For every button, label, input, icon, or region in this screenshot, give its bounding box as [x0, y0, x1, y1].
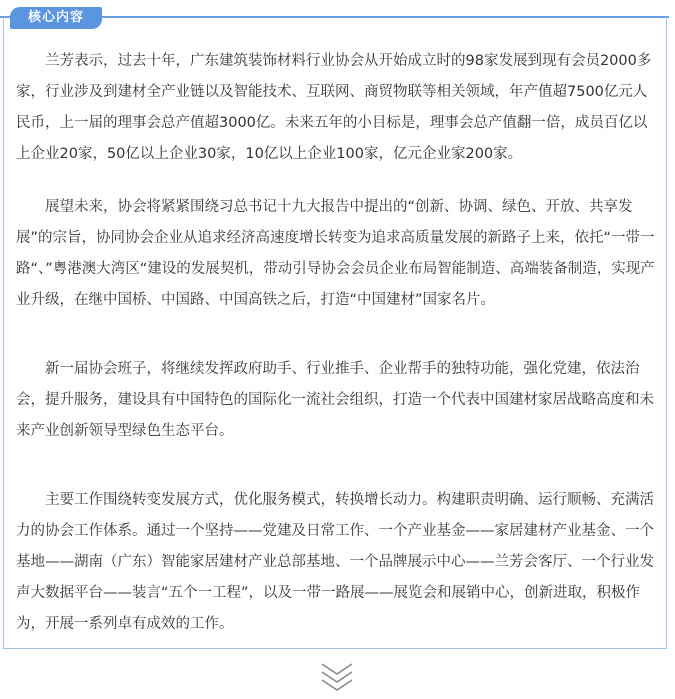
- paragraph-3: 新一届协会班子，将继续发挥政府助手、行业推手、企业帮手的独特功能，强化党建，依法治会，提升服务，建设具有中国特色的国际化一流社会组织，打造一个代表中国建材家居战略高度和未来产业创新领导型绿色生态平台。: [16, 361, 654, 439]
- double-chevron-down-icon: [319, 660, 355, 692]
- section-tag: 核心内容: [10, 7, 102, 29]
- paragraph-4: 主要工作围绕转变发展方式，优化服务模式，转换增长动力。构建职责明确、运行顺畅、充满活力的协会工作体系。通过一个坚持——党建及日常工作、一个产业基金——家居建材产业基金、一个基地——湖南（广东）智能家居建材产业总部基地、一个品牌展示中心——兰芳会客厅、一个行业发声大数据平台——装言“五个一工程”，以及一带一路展——展览会和展销中心，创新进取，积极作为，开展一系列卓有成效的工作。: [16, 492, 654, 632]
- article-body: [16, 46, 656, 640]
- paragraph-1: 兰芳表示，过去十年，广东建筑装饰材料行业协会从开始成立时的98家发展到现有会员2000多家，行业涉及到建材全产业链以及智能技术、互联网、商贸物联等相关领域，年产值超7500亿元人民币，上一届的理事会总产值超3000亿。未来五年的小目标是，理事会总产值翻一倍，成员百亿以上企业20家，50亿以上企业30家，10亿以上企业100家，亿元企业家200家。: [16, 53, 652, 162]
- paragraph-2: 展望未来，协会将紧紧围绕习总书记十九大报告中提出的“创新、协调、绿色、开放、共享发展”的宗旨，协同协会企业从追求经济高速度增长转变为追求高质量发展的新路子上来，依托“一带一路“、”粤港澳大湾区“建设的发展契机，带动引导协会会员企业布局智能制造、高端装备制造，实现产业升级，在继中国桥、中国路、中国高铁之后，打造“中国建材”国家名片。: [16, 199, 655, 308]
